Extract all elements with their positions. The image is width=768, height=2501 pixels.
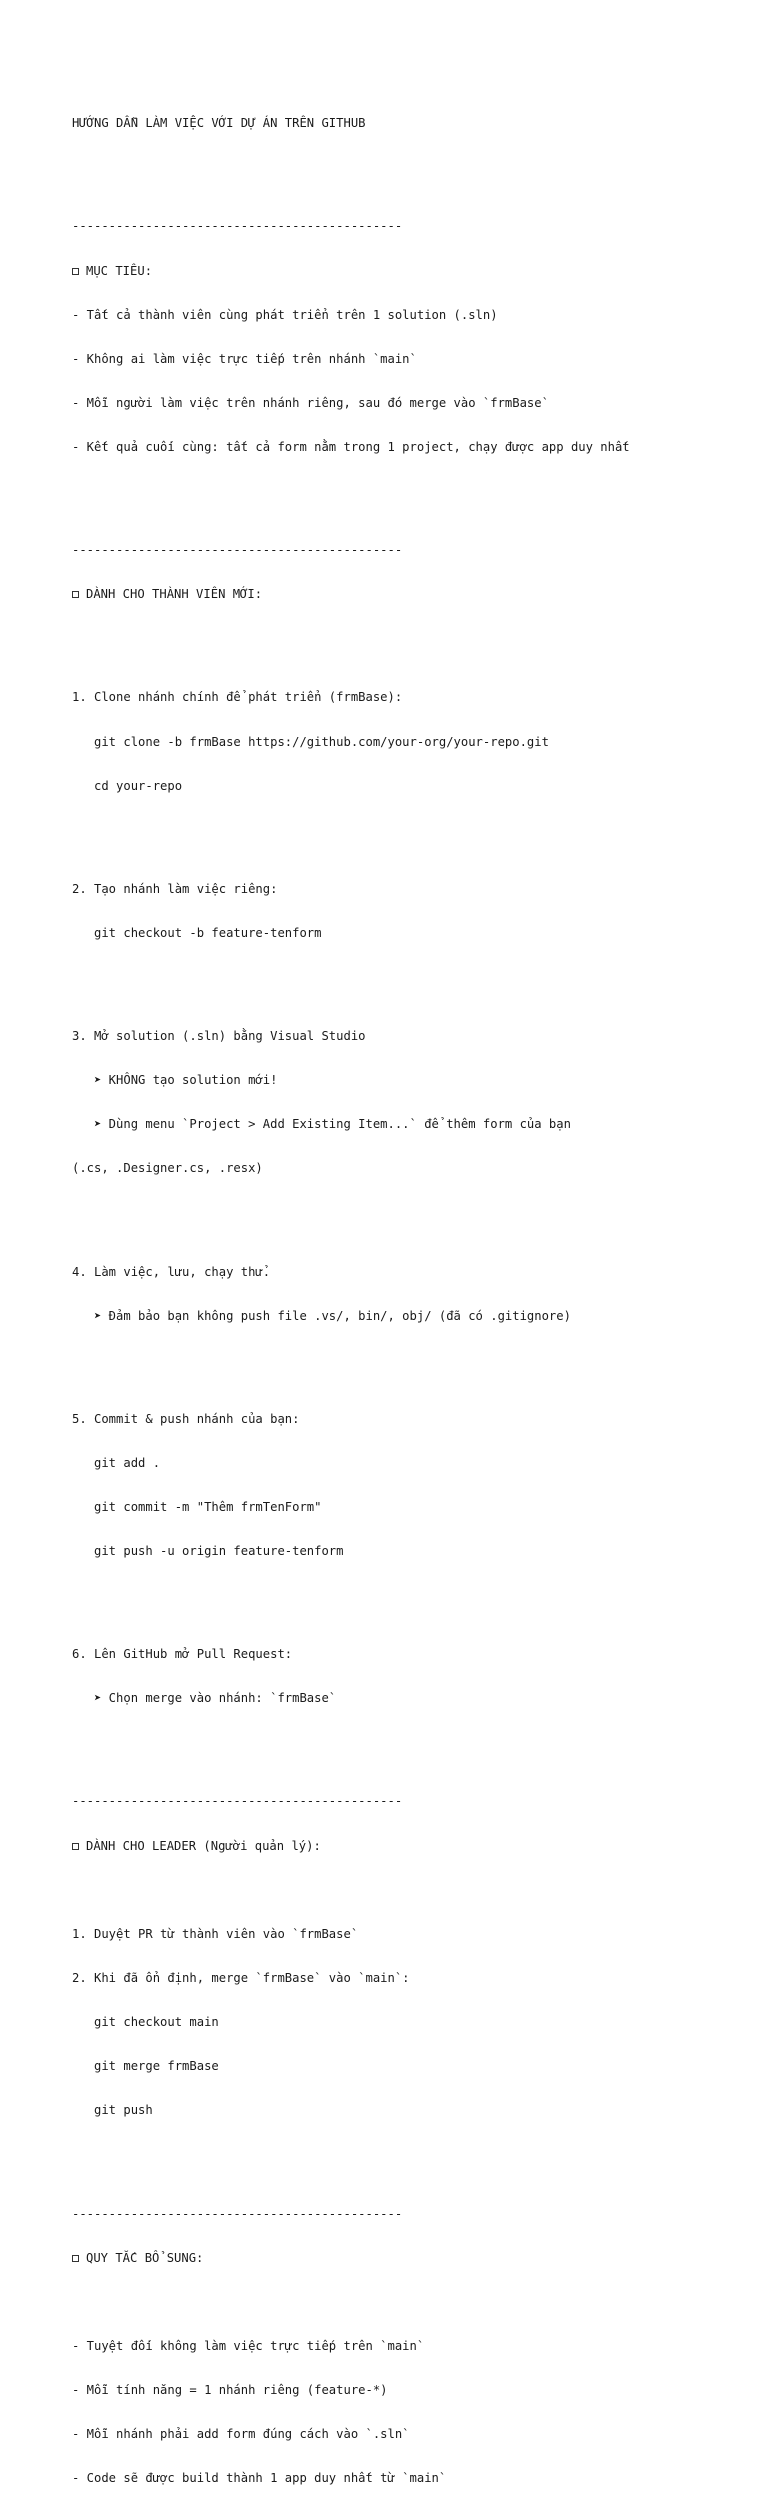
- leader-heading-text: DÀNH CHO LEADER (Người quản lý):: [86, 1838, 321, 1853]
- leader-line: 2. Khi đã ổn định, merge `frmBase` vào `main`:: [72, 1971, 410, 1985]
- step-2-command: git checkout -b feature-tenform: [72, 925, 322, 940]
- step-1-command: cd your-repo: [72, 778, 183, 793]
- spacer: [72, 2148, 752, 2163]
- step-3-note: (.cs, .Designer.cs, .resx): [72, 1161, 263, 1176]
- step-6-line: 6. Lên GitHub mở Pull Request:: [72, 1647, 293, 1662]
- step-5-line: 5. Commit & push nhánh của bạn:: [72, 1411, 300, 1426]
- leader-command: git merge frmBase: [72, 2059, 219, 2074]
- goal-line: - Không ai làm việc trực tiếp trên nhánh `main`: [72, 351, 417, 366]
- spacer: [72, 1206, 752, 1221]
- step-4-line: 4. Làm việc, lưu, chạy thử.: [72, 1264, 271, 1279]
- goal-line: - Kết quả cuối cùng: tất cả form nằm trong 1 project, chạy được app duy nhất: [72, 440, 630, 455]
- divider: ---------------------------------------------: [72, 1794, 403, 1809]
- spacer: [72, 161, 752, 176]
- square-bullet-icon: [72, 2255, 79, 2262]
- spacer: [72, 484, 752, 499]
- step-5-command: git push -u origin feature-tenform: [72, 1544, 344, 1559]
- spacer: [72, 2295, 752, 2310]
- section-heading-new-members: [72, 587, 752, 602]
- step-2-line: 2. Tạo nhánh làm việc riêng:: [72, 881, 278, 896]
- step-6-note: ➤ Chọn merge vào nhánh: `frmBase`: [72, 1691, 337, 1706]
- document-body: [72, 87, 752, 2501]
- goals-heading-text: MỤC TIÊU:: [86, 263, 153, 278]
- leader-command: git checkout main: [72, 2015, 219, 2030]
- step-3-note: ➤ Dùng menu `Project > Add Existing Item...` để thêm form của bạn: [72, 1117, 571, 1132]
- goal-line: - Tất cả thành viên cùng phát triển trên 1 solution (.sln): [72, 307, 498, 322]
- spacer: [72, 1353, 752, 1368]
- rules-heading-text: QUY TẮC BỔ SUNG:: [86, 2250, 204, 2265]
- step-3-line: 3. Mở solution (.sln) bằng Visual Studio: [72, 1029, 366, 1043]
- spacer: [72, 632, 752, 647]
- step-5-command: git add .: [72, 1455, 161, 1470]
- spacer: [72, 1736, 752, 1751]
- divider: ---------------------------------------------: [72, 219, 403, 234]
- spacer: [72, 1883, 752, 1898]
- step-5-command: git commit -m "Thêm frmTenForm": [72, 1500, 322, 1514]
- spacer: [72, 823, 752, 838]
- new-members-heading-text: DÀNH CHO THÀNH VIÊN MỚI:: [86, 587, 263, 602]
- section-heading-rules: [72, 2251, 752, 2266]
- spacer: [72, 970, 752, 985]
- section-heading-goals: [72, 264, 752, 279]
- document-title: HƯỚNG DẪN LÀM VIỆC VỚI DỰ ÁN TRÊN GITHUB: [72, 116, 366, 131]
- square-bullet-icon: [72, 591, 79, 598]
- rule-line: - Code sẽ được build thành 1 app duy nhất từ `main`: [72, 2471, 447, 2486]
- step-1-command: git clone -b frmBase https://github.com/your-org/your-repo.git: [72, 734, 549, 749]
- divider: ---------------------------------------------: [72, 543, 403, 558]
- square-bullet-icon: [72, 268, 79, 275]
- rule-line: - Mỗi tính năng = 1 nhánh riêng (feature-*): [72, 2383, 388, 2398]
- leader-line: 1. Duyệt PR từ thành viên vào `frmBase`: [72, 1926, 359, 1941]
- goal-line: - Mỗi người làm việc trên nhánh riêng, sau đó merge vào `frmBase`: [72, 396, 549, 411]
- leader-command: git push: [72, 2103, 153, 2118]
- square-bullet-icon: [72, 1843, 79, 1850]
- divider: ---------------------------------------------: [72, 2206, 403, 2221]
- step-3-note: ➤ KHÔNG tạo solution mới!: [72, 1073, 278, 1088]
- section-heading-leader: [72, 1839, 752, 1854]
- rule-line: - Mỗi nhánh phải add form đúng cách vào `.sln`: [72, 2427, 410, 2442]
- step-4-note: ➤ Đảm bảo bạn không push file .vs/, bin/, obj/ (đã có .gitignore): [72, 1308, 571, 1323]
- spacer: [72, 1588, 752, 1603]
- step-1-line: 1. Clone nhánh chính để phát triển (frmBase):: [72, 690, 403, 705]
- rule-line: - Tuyệt đối không làm việc trực tiếp trên `main`: [72, 2338, 425, 2353]
